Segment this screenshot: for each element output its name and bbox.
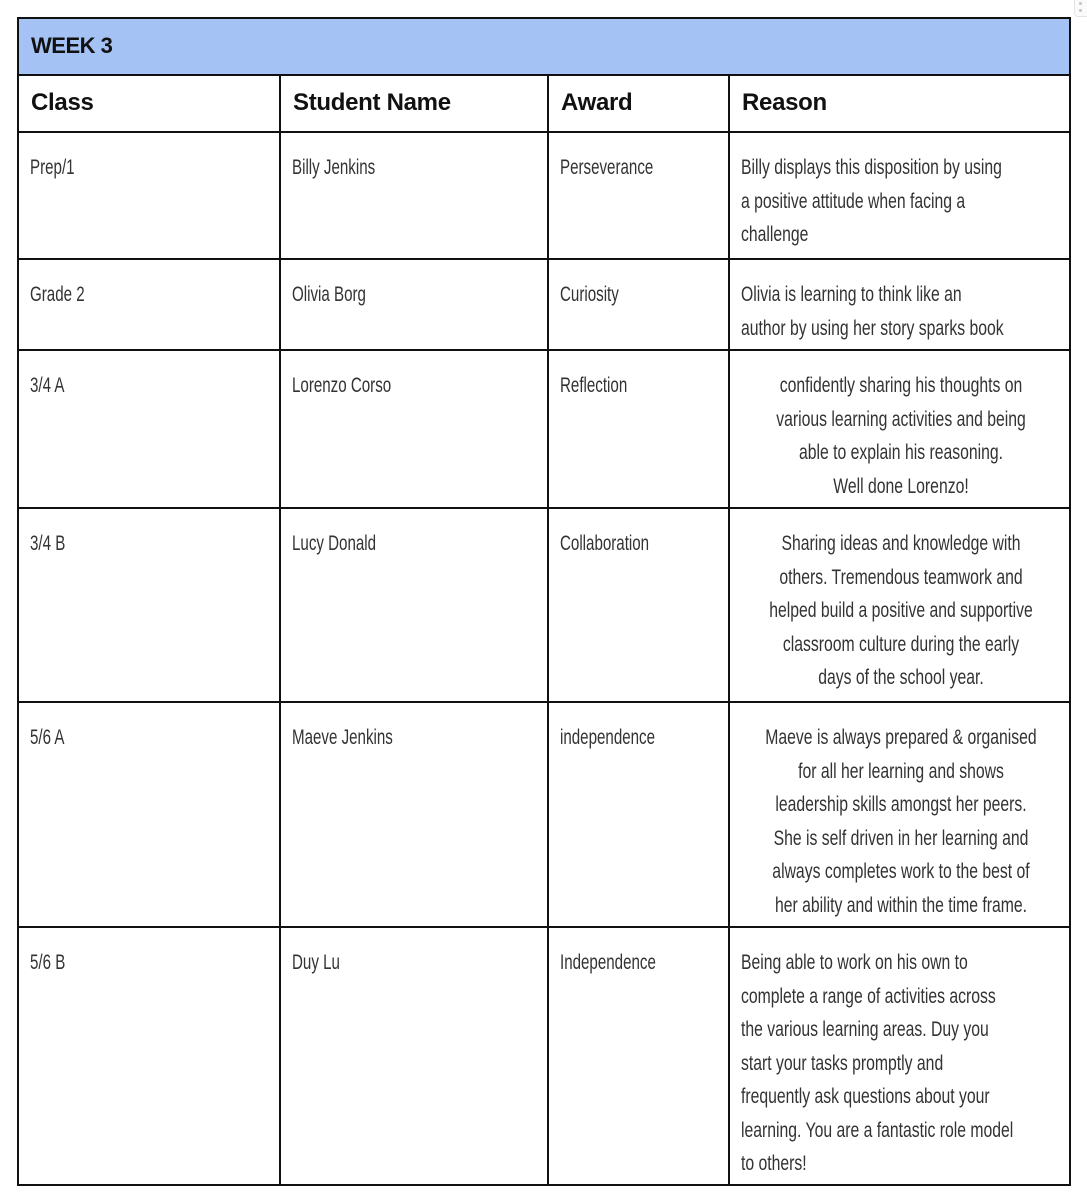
week-title: WEEK 3 — [31, 33, 113, 58]
class-value-cell — [19, 509, 281, 701]
reason-cell — [730, 351, 1069, 507]
reason-text — [741, 278, 1064, 345]
award-value: Collaboration — [560, 532, 650, 555]
reason-cell — [730, 133, 1069, 258]
header-cell-award — [549, 76, 730, 131]
reason-line: days of the school year. — [818, 666, 984, 689]
class-value: 5/6 A — [30, 726, 65, 749]
reason-line: Maeve is always prepared & organised — [765, 726, 1037, 749]
reason-line: her ability and within the time frame. — [774, 893, 1028, 917]
student-name-value: Olivia Borg — [292, 283, 366, 306]
student-name-value: Duy Lu — [292, 951, 340, 974]
student-name-value: Lucy Donald — [292, 532, 377, 555]
class-value: Grade 2 — [30, 283, 85, 306]
reason-line: for all her learning and shows — [798, 759, 1004, 783]
table-row — [19, 509, 1069, 703]
table-row — [19, 133, 1069, 260]
reason-line: the various learning areas. Duy you — [741, 1018, 989, 1041]
reason-line: Olivia is learning to think like an — [741, 283, 962, 306]
reason-text — [736, 369, 1066, 503]
table-row — [19, 351, 1069, 509]
header-cell-class — [19, 76, 281, 131]
header-class: Class — [31, 89, 94, 116]
week-header — [19, 19, 1069, 76]
reason-line: learning. You are a fantastic role model — [741, 1118, 1014, 1142]
reason-line: challenge — [741, 223, 809, 246]
class-value-cell — [19, 133, 281, 258]
award-value-cell — [549, 133, 730, 258]
reason-line: able to explain his reasoning. — [798, 441, 1003, 464]
reason-line: Being able to work on his own to — [741, 951, 968, 974]
class-value: 3/4 B — [30, 532, 66, 555]
award-value: Curiosity — [560, 283, 619, 306]
award-value: Perseverance — [560, 156, 654, 179]
class-value-cell — [19, 260, 281, 349]
award-value-cell — [549, 509, 730, 701]
reason-cell — [730, 703, 1069, 926]
award-value-cell — [549, 260, 730, 349]
reason-line: complete a range of activities across — [741, 984, 996, 1008]
award-value-cell — [549, 928, 730, 1186]
header-cell-student — [281, 76, 549, 131]
reason-cell — [730, 509, 1069, 701]
reason-cell — [730, 928, 1069, 1186]
reason-line: Sharing ideas and knowledge with — [781, 532, 1021, 555]
reason-line: helped build a positive and supportive — [769, 599, 1033, 622]
award-value: Reflection — [560, 374, 628, 397]
reason-text — [741, 946, 1064, 1181]
award-value: independence — [560, 726, 656, 749]
class-value: 3/4 A — [30, 374, 65, 397]
reason-line: various learning activities and being — [776, 407, 1026, 431]
reason-line: She is self driven in her learning and — [773, 826, 1029, 850]
reason-line: Well done Lorenzo! — [833, 474, 969, 498]
reason-text — [736, 527, 1066, 695]
student-name-value-cell — [281, 133, 549, 258]
reason-text — [736, 721, 1066, 922]
reason-line: others. Tremendous teamwork and — [779, 565, 1023, 589]
reason-line: Billy displays this disposition by using — [741, 156, 1002, 179]
reason-line: leadership skills amongst her peers. — [775, 793, 1027, 816]
award-value: Independence — [560, 951, 656, 974]
award-value-cell — [549, 703, 730, 926]
student-name-value-cell — [281, 351, 549, 507]
class-value: 5/6 B — [30, 951, 66, 974]
student-name-value: Maeve Jenkins — [292, 726, 393, 749]
reason-line: author by using her story sparks book — [741, 316, 1004, 340]
class-value-cell — [19, 703, 281, 926]
student-name-value-cell — [281, 703, 549, 926]
student-name-value: Lorenzo Corso — [292, 374, 392, 397]
header-reason: Reason — [742, 89, 827, 116]
reason-line: a positive attitude when facing a — [741, 189, 966, 213]
header-award: Award — [561, 89, 633, 116]
student-name-value-cell — [281, 509, 549, 701]
class-value: Prep/1 — [30, 156, 75, 179]
student-name-value-cell — [281, 928, 549, 1186]
reason-line: frequently ask questions about your — [741, 1085, 990, 1108]
reason-line: always completes work to the best of — [772, 860, 1030, 883]
header-student-name: Student Name — [293, 89, 451, 116]
reason-line: classroom culture during the early — [782, 632, 1020, 656]
reason-line: start your tasks promptly and — [741, 1051, 944, 1075]
class-value-cell — [19, 928, 281, 1186]
table-row — [19, 260, 1069, 351]
student-name-value-cell — [281, 260, 549, 349]
class-value-cell — [19, 351, 281, 507]
award-value-cell — [549, 351, 730, 507]
more-vertical-icon[interactable] — [1074, 0, 1087, 17]
header-cell-reason — [730, 76, 1069, 131]
student-name-value: Billy Jenkins — [292, 156, 376, 179]
reason-line: to others! — [741, 1152, 807, 1175]
reason-cell — [730, 260, 1069, 349]
column-header-row — [19, 76, 1069, 133]
awards-table — [17, 17, 1071, 1186]
table-row — [19, 928, 1069, 1186]
table-row — [19, 703, 1069, 928]
reason-text — [741, 151, 1064, 252]
reason-line: confidently sharing his thoughts on — [779, 374, 1023, 397]
